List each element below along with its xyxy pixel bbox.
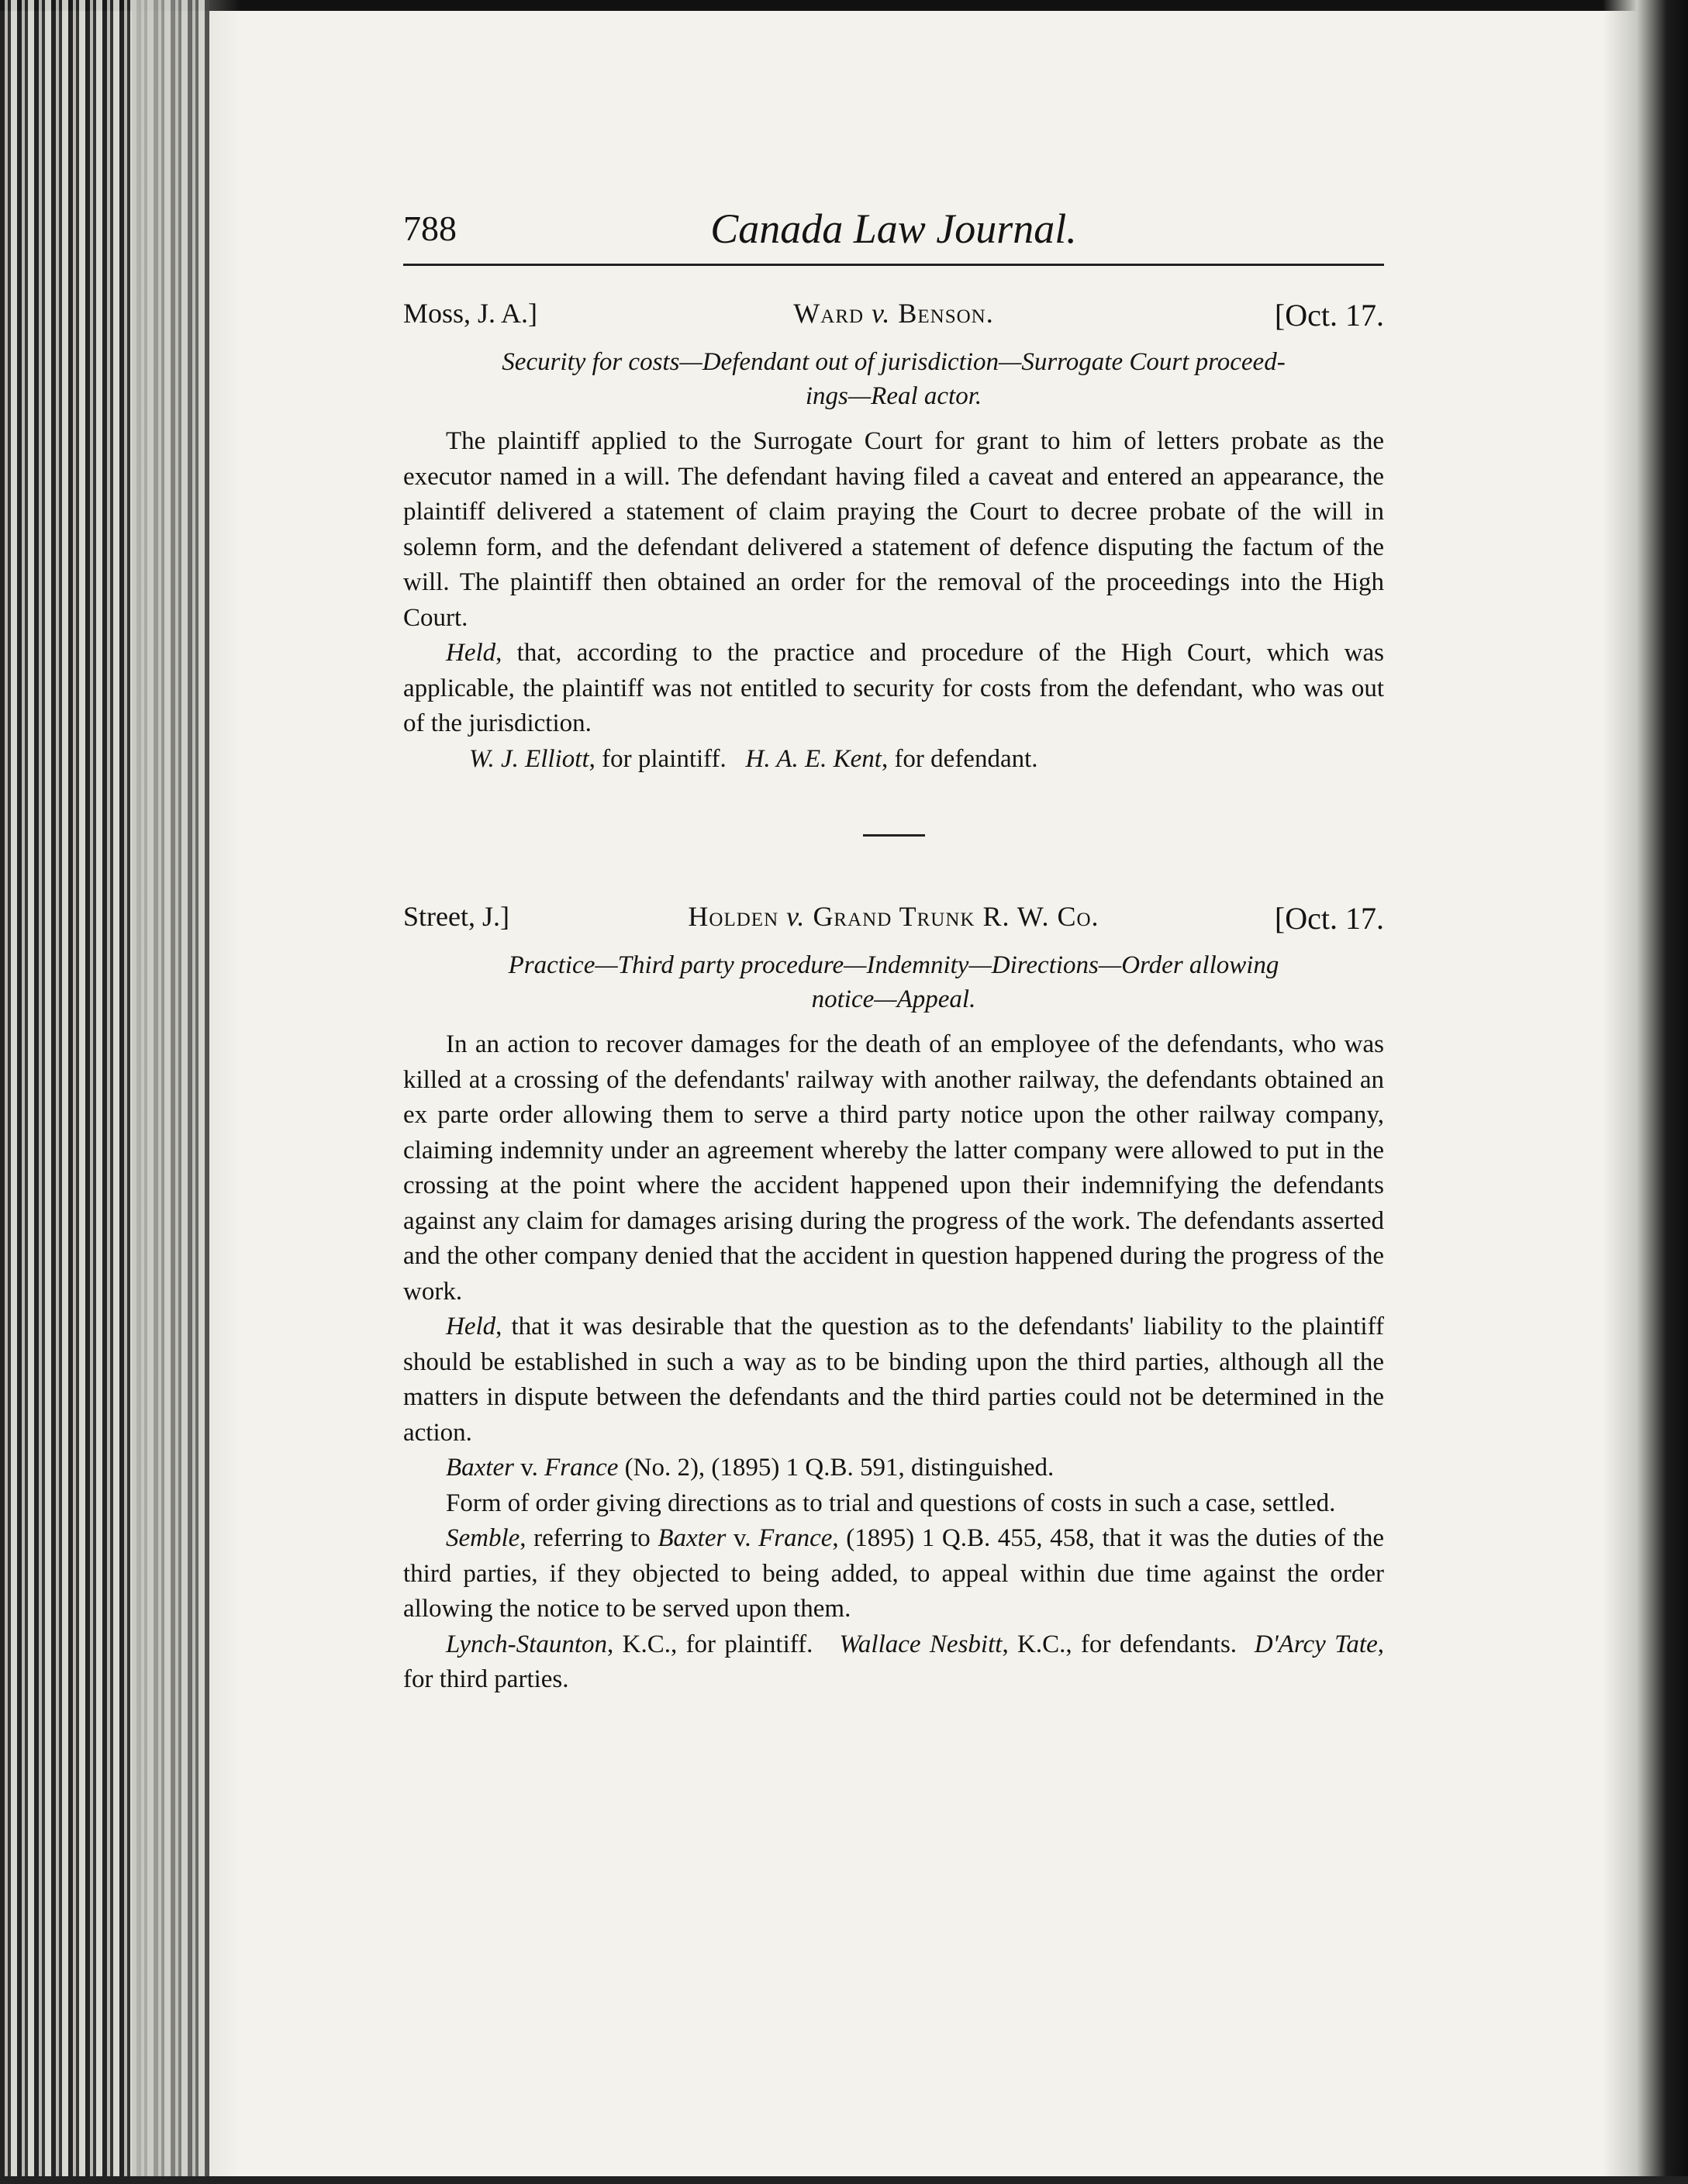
case-date: [Oct. 17. (1274, 298, 1384, 333)
case-held-paragraph: Held, that it was desirable that the question as to the defendants' liability to the plaintiff should be established in such a way as to be binding upon the third parties, although all the matters in dispute between the defendants and the third parties could not be determined in the action. (403, 1313, 1384, 1447)
case-held-paragraph: Held, that, according to the practice and procedure of the High Court, which was applicable, the plaintiff was not entitled to security for costs from the defendant, who was out of the jurisdiction. (403, 639, 1384, 737)
case-title: Holden v. Grand Trunk R. W. Co. (688, 901, 1099, 932)
case-title: Ward v. Benson. (793, 298, 994, 329)
header-rule (403, 264, 1384, 266)
case-judge: Moss, J. A.] (403, 298, 538, 329)
case-counsel: Lynch-Staunton, K.C., for plaintiff. Wallace Nesbitt, K.C., for defendants. D'Arcy Tate, for third parties. (403, 1630, 1384, 1693)
section-divider (863, 834, 925, 837)
case-catchwords: Security for costs—Defendant out of jurisdiction—Surrogate Court proceed- ings—Real actor. (502, 348, 1286, 410)
case-heading-ward-benson (403, 297, 1384, 345)
book-binding-right (1603, 0, 1688, 2184)
case-judge: Street, J.] (403, 901, 509, 932)
running-head (403, 194, 1384, 256)
scan-top-edge (0, 0, 1688, 11)
journal-title: Canada Law Journal. (710, 205, 1077, 252)
case-facts-paragraph: In an action to recover damages for the death of an employee of the defendants, who was killed at a crossing of the defendants' railway with another railway, the defendants obtained an ex parte order allowing them to serve a third party notice upon the other railway company, claiming indemnity under an agreement whereby the latter company were allowed to put in the crossing at the point where the accident happened upon their indemnifying the defendants against any claim for damages arising during the progress of the work. The defendants asserted and the other company denied that the accident in question happened during the progress of the work. (403, 1030, 1384, 1306)
case-counsel: W. J. Elliott, for plaintiff. H. A. E. Kent, for defendant. (469, 744, 1038, 773)
journal-page (403, 194, 1384, 1698)
case-facts-paragraph: The plaintiff applied to the Surrogate Court for grant to him of letters probate as the executor named in a will. The defendant having filed a caveat and entered an appearance, the plaintiff delivered a statement of claim praying the Court to decree probate of the will in solemn form, and the defendant delivered a statement of defence disputing the factum of the will. The plaintiff then obtained an order for the removal of the proceedings into the High Court. (403, 427, 1384, 632)
case-semble-paragraph: Semble, referring to Baxter v. France, (1895) 1 Q.B. 455, 458, that it was the duties of the third parties, if they objected to being added, to appeal within due time against the order allowing the notice to be served upon them. (403, 1524, 1384, 1623)
case-catchwords: Practice—Third party procedure—Indemnity—Directions—Order allowing notice—Appeal. (508, 951, 1279, 1013)
scan-bottom-edge (0, 2176, 1688, 2184)
case-date: [Oct. 17. (1274, 901, 1384, 936)
case-distinguished-paragraph: Baxter v. France (No. 2), (1895) 1 Q.B. 591, distinguished. (446, 1454, 1055, 1482)
binding-shadow (132, 0, 240, 2184)
case-form-paragraph: Form of order giving directions as to trial and questions of costs in such a case, settled. (446, 1489, 1336, 1517)
page-number: 788 (403, 209, 457, 248)
case-heading-holden-grand-trunk (403, 900, 1384, 948)
